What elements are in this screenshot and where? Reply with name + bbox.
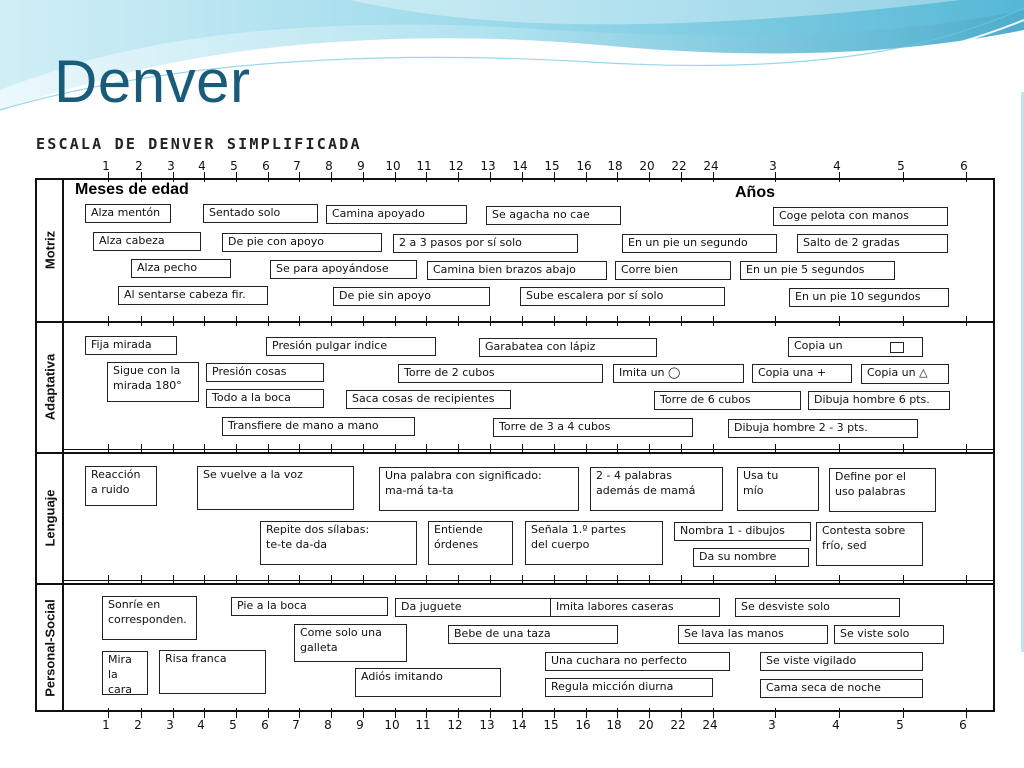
milestone-box: Señala 1.º partes del cuerpo bbox=[525, 521, 663, 565]
milestone-box: Mira la cara bbox=[102, 651, 148, 695]
axis-tick bbox=[966, 708, 967, 718]
axis-tick bbox=[617, 172, 618, 182]
axis-tick bbox=[903, 575, 904, 585]
axis-tick bbox=[331, 575, 332, 585]
row-divider bbox=[37, 321, 993, 323]
axis-tick bbox=[173, 708, 174, 718]
tick-label: 6 bbox=[959, 718, 967, 732]
milestone-box: En un pie 10 segundos bbox=[789, 288, 949, 307]
tick-label: 16 bbox=[576, 159, 592, 173]
milestone-box: Presión pulgar indice bbox=[266, 337, 436, 356]
axis-tick bbox=[903, 708, 904, 718]
axis-tick bbox=[966, 316, 967, 326]
axis-tick bbox=[268, 172, 269, 182]
milestone-box: Presión cosas bbox=[206, 363, 324, 382]
axis-tick bbox=[586, 444, 587, 454]
axis-tick bbox=[141, 172, 142, 182]
milestone-box: Alza cabeza bbox=[93, 232, 201, 251]
milestone-box: Imita labores caseras bbox=[550, 598, 720, 617]
tick-label: 22 bbox=[671, 159, 687, 173]
axis-tick bbox=[775, 172, 776, 182]
axis-tick bbox=[268, 575, 269, 585]
axis-tick bbox=[108, 708, 109, 718]
axis-tick bbox=[173, 575, 174, 585]
milestone-box: Cama seca de noche bbox=[760, 679, 923, 698]
tick-label: 4 bbox=[833, 159, 841, 173]
axis-tick bbox=[141, 444, 142, 454]
tick-label: 1 bbox=[102, 159, 110, 173]
axis-tick bbox=[426, 172, 427, 182]
axis-tick bbox=[173, 172, 174, 182]
axis-tick bbox=[108, 575, 109, 585]
axis-tick bbox=[522, 444, 523, 454]
axis-tick bbox=[775, 316, 776, 326]
months-label: Meses de edad bbox=[75, 181, 189, 198]
axis-tick bbox=[681, 316, 682, 326]
axis-tick bbox=[839, 172, 840, 182]
axis-tick bbox=[204, 444, 205, 454]
axis-tick bbox=[649, 172, 650, 182]
tick-label: 18 bbox=[606, 718, 622, 732]
milestone-box: Se vuelve a la voz bbox=[197, 466, 354, 510]
axis-tick bbox=[966, 444, 967, 454]
milestone-box: Copia un bbox=[788, 337, 923, 357]
axis-tick bbox=[522, 172, 523, 182]
tick-label: 3 bbox=[768, 718, 776, 732]
milestone-box: Al sentarse cabeza fir. bbox=[118, 286, 268, 305]
tick-label: 2 bbox=[135, 159, 143, 173]
axis-tick bbox=[458, 172, 459, 182]
tick-label: 15 bbox=[544, 159, 560, 173]
axis-tick bbox=[586, 172, 587, 182]
domain-label-personal-social: Personal-Social bbox=[42, 598, 57, 697]
axis-tick bbox=[426, 575, 427, 585]
milestone-box: Camina apoyado bbox=[326, 205, 467, 224]
axis-tick bbox=[108, 316, 109, 326]
milestone-box: Se desviste solo bbox=[735, 598, 900, 617]
axis-tick bbox=[363, 316, 364, 326]
axis-tick bbox=[204, 708, 205, 718]
milestone-box: Repite dos sílabas: te-te da-da bbox=[260, 521, 417, 565]
axis-tick bbox=[839, 444, 840, 454]
axis-tick bbox=[554, 444, 555, 454]
tick-label: 3 bbox=[167, 159, 175, 173]
milestone-box: Torre de 6 cubos bbox=[654, 391, 801, 410]
axis-tick bbox=[522, 316, 523, 326]
axis-tick bbox=[331, 316, 332, 326]
tick-label: 18 bbox=[607, 159, 623, 173]
tick-label: 10 bbox=[385, 159, 401, 173]
axis-tick bbox=[236, 172, 237, 182]
tick-label: 4 bbox=[198, 159, 206, 173]
tick-label: 11 bbox=[416, 159, 432, 173]
axis-tick bbox=[966, 172, 967, 182]
axis-tick bbox=[458, 575, 459, 585]
axis-tick bbox=[204, 316, 205, 326]
milestone-box: Torre de 2 cubos bbox=[398, 364, 603, 383]
axis-tick bbox=[299, 172, 300, 182]
axis-tick bbox=[713, 708, 714, 718]
tick-label: 6 bbox=[262, 159, 270, 173]
milestone-box: Sentado solo bbox=[203, 204, 318, 223]
axis-tick bbox=[490, 172, 491, 182]
axis-tick bbox=[554, 575, 555, 585]
axis-tick bbox=[839, 316, 840, 326]
axis-tick bbox=[903, 172, 904, 182]
milestone-box: Se viste vigilado bbox=[760, 652, 923, 671]
axis-tick bbox=[490, 316, 491, 326]
axis-tick bbox=[395, 316, 396, 326]
tick-label: 7 bbox=[292, 718, 300, 732]
axis-tick bbox=[108, 444, 109, 454]
tick-label: 14 bbox=[512, 159, 528, 173]
tick-label: 16 bbox=[575, 718, 591, 732]
axis-tick bbox=[554, 316, 555, 326]
axis-tick bbox=[775, 708, 776, 718]
denver-scale-image bbox=[30, 133, 1002, 745]
row-divider bbox=[37, 583, 993, 585]
axis-tick bbox=[649, 444, 650, 454]
milestone-box: Se viste solo bbox=[834, 625, 944, 644]
milestone-box: Se agacha no cae bbox=[486, 206, 621, 225]
milestone-box: Alza pecho bbox=[131, 259, 231, 278]
axis-tick bbox=[426, 316, 427, 326]
axis-tick bbox=[458, 708, 459, 718]
axis-tick bbox=[426, 708, 427, 718]
domain-label-lenguaje: Lenguaje bbox=[42, 488, 57, 547]
axis-tick bbox=[713, 316, 714, 326]
axis-tick bbox=[649, 316, 650, 326]
row-divider bbox=[37, 452, 993, 454]
axis-tick bbox=[775, 575, 776, 585]
axis-tick bbox=[363, 575, 364, 585]
milestone-box: Saca cosas de recipientes bbox=[346, 390, 511, 409]
axis-tick bbox=[204, 172, 205, 182]
axis-tick bbox=[363, 708, 364, 718]
tick-label: 14 bbox=[511, 718, 527, 732]
tick-label: 7 bbox=[293, 159, 301, 173]
tick-label: 12 bbox=[447, 718, 463, 732]
axis-tick bbox=[141, 575, 142, 585]
axis-tick bbox=[903, 444, 904, 454]
tick-label: 3 bbox=[166, 718, 174, 732]
axis-tick bbox=[903, 316, 904, 326]
axis-tick bbox=[522, 575, 523, 585]
axis-tick bbox=[713, 575, 714, 585]
milestone-box: De pie sin apoyo bbox=[333, 287, 490, 306]
axis-tick bbox=[363, 444, 364, 454]
milestone-box: Adiós imitando bbox=[355, 668, 501, 697]
years-label: Años bbox=[735, 184, 775, 201]
axis-tick bbox=[681, 575, 682, 585]
axis-tick bbox=[839, 575, 840, 585]
axis-tick bbox=[426, 444, 427, 454]
axis-tick bbox=[268, 316, 269, 326]
axis-tick bbox=[458, 316, 459, 326]
axis-tick bbox=[713, 172, 714, 182]
milestone-box: En un pie 5 segundos bbox=[740, 261, 895, 280]
scale-heading: ESCALA DE DENVER SIMPLIFICADA bbox=[36, 135, 362, 153]
axis-tick bbox=[299, 444, 300, 454]
milestone-box: De pie con apoyo bbox=[222, 233, 382, 252]
axis-tick bbox=[681, 172, 682, 182]
milestone-box: Define por el uso palabras bbox=[829, 468, 936, 512]
milestone-box: 2 a 3 pasos por sí solo bbox=[393, 234, 578, 253]
axis-tick bbox=[173, 316, 174, 326]
tick-label: 20 bbox=[639, 159, 655, 173]
milestone-box: Una palabra con significado: ma-má ta-ta bbox=[379, 467, 579, 511]
tick-label: 11 bbox=[415, 718, 431, 732]
milestone-box: Sonríe en corresponden. bbox=[102, 596, 197, 640]
axis-tick bbox=[490, 708, 491, 718]
axis-tick bbox=[649, 708, 650, 718]
axis-tick bbox=[554, 708, 555, 718]
axis-tick bbox=[839, 708, 840, 718]
axis-tick bbox=[966, 575, 967, 585]
axis-tick bbox=[363, 172, 364, 182]
axis-tick bbox=[331, 708, 332, 718]
axis-tick bbox=[586, 316, 587, 326]
axis-tick bbox=[268, 708, 269, 718]
tick-label: 13 bbox=[480, 159, 496, 173]
milestone-box: Todo a la boca bbox=[206, 389, 324, 408]
axis-tick bbox=[617, 444, 618, 454]
milestone-box: 2 - 4 palabras además de mamá bbox=[590, 467, 723, 511]
axis-tick bbox=[395, 575, 396, 585]
milestone-box: Transfiere de mano a mano bbox=[222, 417, 415, 436]
axis-tick bbox=[617, 575, 618, 585]
axis-tick bbox=[236, 575, 237, 585]
domain-label-adaptativa: Adaptativa bbox=[42, 353, 57, 420]
milestone-box: Bebe de una taza bbox=[448, 625, 618, 644]
axis-tick bbox=[268, 444, 269, 454]
milestone-box: Come solo una galleta bbox=[294, 624, 407, 662]
tick-label: 5 bbox=[230, 159, 238, 173]
axis-tick bbox=[141, 708, 142, 718]
tick-label: 24 bbox=[702, 718, 718, 732]
milestone-box: Usa tu mío bbox=[737, 467, 819, 511]
slide-title: Denver bbox=[54, 48, 251, 115]
axis-tick bbox=[236, 708, 237, 718]
milestone-box: Regula micción diurna bbox=[545, 678, 713, 697]
milestone-box: Entiende órdenes bbox=[428, 521, 513, 565]
milestone-box: Una cuchara no perfecto bbox=[545, 652, 730, 671]
axis-tick bbox=[331, 444, 332, 454]
tick-label: 24 bbox=[703, 159, 719, 173]
milestone-box: Contesta sobre frío, sed bbox=[816, 522, 923, 566]
axis-tick bbox=[490, 575, 491, 585]
milestone-box: Dibuja hombre 2 - 3 pts. bbox=[728, 419, 918, 438]
milestone-box: Fija mirada bbox=[85, 336, 177, 355]
axis-tick bbox=[141, 316, 142, 326]
axis-tick bbox=[236, 316, 237, 326]
tick-label: 20 bbox=[638, 718, 654, 732]
tick-label: 22 bbox=[670, 718, 686, 732]
axis-tick bbox=[713, 444, 714, 454]
milestone-box: Se lava las manos bbox=[678, 625, 828, 644]
axis-tick bbox=[775, 444, 776, 454]
milestone-box: Copia un △ bbox=[861, 364, 949, 384]
milestone-box: Sube escalera por sí solo bbox=[520, 287, 725, 306]
milestone-box: Copia una + bbox=[752, 364, 852, 383]
axis-tick bbox=[236, 444, 237, 454]
tick-label: 6 bbox=[960, 159, 968, 173]
axis-tick bbox=[554, 172, 555, 182]
axis-tick bbox=[395, 708, 396, 718]
milestone-box: Se para apoyándose bbox=[270, 260, 417, 279]
tick-label: 5 bbox=[896, 718, 904, 732]
milestone-box: Reacción a ruido bbox=[85, 466, 157, 506]
tick-label: 1 bbox=[102, 718, 110, 732]
axis-tick bbox=[299, 575, 300, 585]
tick-label: 3 bbox=[769, 159, 777, 173]
tick-label: 8 bbox=[324, 718, 332, 732]
domain-label-motriz: Motriz bbox=[42, 230, 57, 270]
tick-label: 4 bbox=[832, 718, 840, 732]
axis-tick bbox=[649, 575, 650, 585]
axis-tick bbox=[681, 708, 682, 718]
axis-tick bbox=[617, 708, 618, 718]
milestone-box: Dibuja hombre 6 pts. bbox=[808, 391, 950, 410]
tick-label: 12 bbox=[448, 159, 464, 173]
milestone-box: Nombra 1 - dibujos bbox=[674, 522, 811, 541]
axis-tick bbox=[395, 172, 396, 182]
tick-label: 5 bbox=[229, 718, 237, 732]
axis-tick bbox=[617, 316, 618, 326]
milestone-box: Coge pelota con manos bbox=[773, 207, 948, 226]
scale-grid bbox=[35, 178, 995, 712]
square-shape bbox=[890, 342, 904, 353]
tick-label: 5 bbox=[897, 159, 905, 173]
tick-label: 6 bbox=[261, 718, 269, 732]
axis-tick bbox=[681, 444, 682, 454]
tick-label: 2 bbox=[134, 718, 142, 732]
axis-tick bbox=[395, 444, 396, 454]
tick-label: 13 bbox=[479, 718, 495, 732]
tick-label: 9 bbox=[357, 159, 365, 173]
milestone-box: Salto de 2 gradas bbox=[797, 234, 948, 253]
axis-tick bbox=[204, 575, 205, 585]
milestone-box: Camina bien brazos abajo bbox=[427, 261, 607, 280]
tick-label: 15 bbox=[543, 718, 559, 732]
axis-tick bbox=[331, 172, 332, 182]
axis-tick bbox=[108, 172, 109, 182]
milestone-box: Imita un ◯ bbox=[613, 364, 744, 383]
milestone-box: Da juguete bbox=[395, 598, 563, 617]
tick-label: 10 bbox=[384, 718, 400, 732]
milestone-box: Pie a la boca bbox=[231, 597, 388, 616]
milestone-box: Corre bien bbox=[615, 261, 731, 280]
milestone-box: Risa franca bbox=[159, 650, 266, 694]
milestone-box: Da su nombre bbox=[693, 548, 809, 567]
tick-label: 9 bbox=[356, 718, 364, 732]
axis-tick bbox=[586, 708, 587, 718]
axis-tick bbox=[490, 444, 491, 454]
axis-tick bbox=[522, 708, 523, 718]
milestone-box: Sigue con la mirada 180° bbox=[107, 362, 199, 402]
tick-label: 8 bbox=[325, 159, 333, 173]
axis-tick bbox=[299, 316, 300, 326]
axis-tick bbox=[458, 444, 459, 454]
axis-tick bbox=[299, 708, 300, 718]
milestone-box: En un pie un segundo bbox=[622, 234, 777, 253]
axis-tick bbox=[586, 575, 587, 585]
axis-tick bbox=[173, 444, 174, 454]
milestone-box: Garabatea con lápiz bbox=[479, 338, 657, 357]
milestone-box: Alza mentón bbox=[85, 204, 171, 223]
tick-label: 4 bbox=[197, 718, 205, 732]
milestone-box: Torre de 3 a 4 cubos bbox=[493, 418, 693, 437]
